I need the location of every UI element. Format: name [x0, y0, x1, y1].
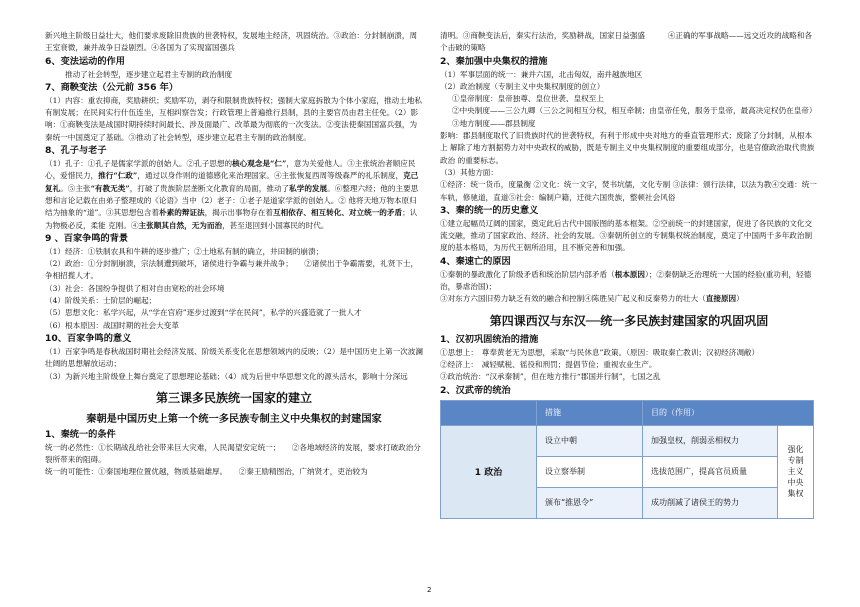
text-run: ，意为关爱他人。③主张统治者顺应民心，爱惜民力， — [45, 159, 416, 181]
text-run: 。⑤主张 — [60, 183, 91, 193]
section-10-line-2: （3）为新兴地主阶级登上舞台奠定了思想理论基础；（4）成为后世中华思想文化的源头活水，影响十分深远 — [45, 371, 408, 381]
table-cell-measure: 设立中朝 — [537, 425, 643, 456]
bold-run: 核心观念是“仁” — [232, 159, 287, 169]
text-run: ，打破了贵族阶层垄断文化教育的局面，推动了 — [129, 183, 290, 193]
heading-7: 7、商鞅变法（公元前 356 年） — [45, 81, 179, 93]
text-run: ；认为物极必反，柔能 克刚。④ — [45, 208, 418, 230]
heading-qin-3: 3、秦的统一的历史意义 — [440, 204, 539, 216]
section-10-line-1: （1）百家争鸣是春秋战国时期社会经济发展、阶级关系变化在思想领域内的反映；（2）是中国历史上第一次波澜壮阔的思想解放运动； — [45, 346, 423, 369]
table-cell-measure: 设立察举制 — [537, 456, 643, 487]
text-run: ，甚至退回到小国寡民的时代。 — [222, 220, 329, 230]
text-run: （1）孔子：①孔子是儒家学派的创始人。②孔子思想的 — [45, 159, 233, 169]
qin-4-line-2 — [440, 293, 818, 305]
bold-run: 根本原因 — [614, 269, 646, 279]
section-8-text — [45, 158, 423, 232]
han-1-line-1: ①思想上： 尊奉黄老无为思想，采取“与民休息”政策。（原因：吸取秦亡教训；汉初经济凋敝） — [440, 347, 760, 357]
heading-han-1: 1、汉初巩固统治的措施 — [440, 333, 539, 345]
wudi-measures-table — [440, 400, 814, 519]
page-number: 2 — [427, 586, 432, 594]
table-category-cell: 1 政治 — [441, 425, 537, 518]
qin-2-line-3: ①皇帝制度：皇帝独尊、皇位世袭、皇权至上 — [452, 94, 604, 104]
qin-2-line-1: （1）军事层面的统一：兼并六国，北击匈奴，南并越族地区 — [440, 69, 643, 79]
qin-2-line-6: （3）其他方面： — [440, 167, 498, 177]
bold-run: 直接原因 — [705, 294, 737, 304]
heading-6: 6、变法运动的作用 — [45, 55, 125, 67]
table-cell-purpose: 成功削减了诸侯王的势力 — [643, 487, 778, 518]
table-cell-purpose: 选拔范围广，提高官员质量 — [643, 456, 778, 487]
section-9-line-4: （4）阶级关系：士阶层的崛起； — [45, 296, 157, 306]
qin-2-line-7: ①经济：统一货币，度量衡 ②文化：统一文字，焚书坑儒，文化专制 ③法律：颁行法律，以法为教④交通：统一车轨，修驰道，直道⑤社会：编制户籍，迁徙六国贵族，整顿社会风俗 — [440, 180, 817, 202]
section-9-line-3: （3）社会：各国纷争提供了相对自由宽松的社会环境 — [45, 283, 225, 293]
bold-run: “有教无类” — [90, 183, 130, 193]
qin-4-line-1 — [440, 269, 818, 294]
heading-8: 8、孔子与老子 — [45, 145, 107, 157]
table-header-row — [441, 400, 814, 425]
qin-2-line-4: ②中央制度——三公九卿（三公之间相互分权，相互牵制；由皇帝任免，服务于皇帝，最高决定权仍在皇帝）③地方制度——郡县制度 — [452, 106, 817, 128]
bold-run: 克己复礼 — [45, 171, 419, 193]
table-row — [441, 425, 814, 456]
qin-2-impact: 影响：郡县制度取代了旧贵族时代的世袭特权，有利于形成中央对地方的垂直管理形式；废除了分封制，从根本上 解除了地方割据势力对中央政权的威胁，既是专制主义中央集权制度的重要组成部分，也是官僚政治取代贵族政治 的重要标志。 — [440, 131, 815, 165]
bold-run: 朴素的辩证法 — [159, 208, 205, 218]
text-run: ）；②秦朝缺乏治理统一大国的经验(重功利，轻德治，暴虐治国)； — [440, 269, 812, 292]
han-1-line-2: ②经济上： 减轻赋税、徭役和刑罚；提倡节俭；重视农业生产。 — [440, 359, 657, 369]
text-run: ） — [736, 294, 744, 304]
table-cell-measure: 颁布“推恩令” — [537, 487, 643, 518]
table-cell-purpose: 加强皇权，削弱丞相权力 — [643, 425, 778, 456]
text-run: ，通过以身作则的道德感化来治理国家。④主张恢复西周等级森严的礼乐制度， — [137, 171, 404, 181]
heading-qin-4: 4、秦速亡的原因 — [440, 255, 511, 267]
heading-9: 9 、百家争鸣的背景 — [45, 232, 129, 244]
left-column — [45, 30, 423, 479]
table-header-purpose: 目的（作用） — [643, 400, 814, 425]
continued-text: 清明。③商鞅变法后，秦实行法治，奖励耕战，国家日益强盛 ④正确的军事战略——远交近攻的战略和各个击破的策略 — [440, 31, 813, 53]
heading-qin-1: 1、秦统一的条件 — [45, 428, 116, 440]
qin-1-possibility: 统一的可能性：①秦国地理位置优越，物质基础雄厚。 ②秦王励精图治，广纳贤才，吏治较为 — [45, 467, 368, 477]
lesson-3-subtitle: 秦朝是中国历史上第一个统一多民族专制主义中央集权的封建国家 — [86, 413, 382, 425]
section-7-text: （1）内容：重农抑商，奖励耕织；奖励军功，剥夺和限制贵族特权；强制大家庭拆散为个体小家庭，推动土地私 有制发展；在民间实行什伍连坐，互相纠察告发；行政管理上普遍推行县制，县的主要官员由君主任免。（2）影响：①商鞅变法是战国时期持续时间最长、涉及面最广、改革最为彻底的一次变法。②变法使秦国国富兵强，为秦统一中国奠定了基础。③推动了社会转型，逐步建立起君主专制的政治制度。 — [45, 95, 422, 142]
qin-1-necessity: 统一的必然性：①长期战乱给社会带来巨大灾难，人民渴望安定统一； ②各地域经济的发展，要求打破政治分裂所带来的阻碍。 — [45, 442, 421, 465]
text-run: ③对东方六国旧势力缺乏有效的融合和控制④陈胜吴广起义和反秦势力的壮大（ — [440, 294, 706, 304]
qin-2-line-2: （2）政治制度（专制主义中央集权制度的创立） — [440, 81, 605, 91]
table-header-measure: 措施 — [537, 400, 643, 425]
qin-3-text: ①建立起幅员辽阔的国家，奠定此后古代中国版图的基本框架。②空前统一的封建国家，促进了各民族的文化交流交融，推动了国家政治、经济、社会的发展。③秦朝所创立的专制集权统治制度，奠定了中国两千多年政治制度的基本格局，为历代王朝所沿用，且不断完善和加强。 — [440, 218, 813, 253]
section-9-line-2: （2）政治：①分封制崩溃，宗法制遭到破坏，诸侯进行争霸与兼并战争； ②诸侯出于争霸需要，礼贤下士，争相招揽人才。 — [45, 259, 419, 281]
table-header-blank — [441, 400, 537, 425]
table-summary-cell: 强化专制主义中央集权 — [778, 425, 814, 518]
text-run: ，揭示出事物存在着 — [204, 208, 273, 218]
section-9-line-1: （1）经济：①铁制农具和牛耕的逐步推广；②土地私有制的确立，井田制的崩溃； — [45, 246, 324, 256]
right-column — [440, 30, 818, 519]
heading-han-2: 2、汉武帝的统治 — [440, 384, 511, 396]
section-9-line-5: （5）思想文化：私学兴起，从“学在官府”逐步过渡到“学在民间”，私学的兴盛造就了一批人才 — [45, 308, 362, 318]
bold-run: 推行“仁政” — [98, 171, 138, 181]
intro-text: 新兴地主阶级日益壮大，他们要求废除旧贵族的世袭特权，发展地主经济，巩固统治。③政治：分封制崩溃，周王室衰微，兼并战争日益剧烈。④各国为了实现富国强兵 — [45, 31, 418, 53]
han-1-line-3: ③政治统治：“汉承秦制”，但在地方推行“郡国并行制”，七国之乱 — [440, 372, 661, 382]
heading-10: 10、百家争鸣的意义 — [45, 332, 132, 344]
lesson-3-title: 第三课多民族统一国家的建立 — [155, 390, 312, 405]
heading-qin-2: 2、秦加强中央集权的措施 — [440, 55, 548, 67]
section-6-text: 推动了社会转型，逐步建立起君主专制的政治制度 — [65, 69, 233, 79]
bold-run: 私学的发展 — [289, 183, 328, 193]
section-9-line-6: （6）根本原因：战国时期的社会大变革 — [45, 320, 179, 330]
lesson-4-title: 第四课西汉与东汉──统一多民族封建国家的巩固巩固 — [489, 313, 769, 328]
text-run: 。⑥整理六经；他的主要思想和言论记载在由弟子整理成的《论语》当中（2）老子：①老子是道家学派的创始人。② 他将天地万物本原归结为抽象的“道”。③其思想包含着 — [45, 183, 419, 218]
text-run: ①秦朝的暴政激化了阶级矛盾和统治阶层内部矛盾（ — [440, 269, 615, 279]
bold-run: 互相依存、相互转化、对立统一的矛盾 — [272, 208, 403, 218]
bold-run: 主张顺其自然，无为而治 — [138, 220, 223, 230]
